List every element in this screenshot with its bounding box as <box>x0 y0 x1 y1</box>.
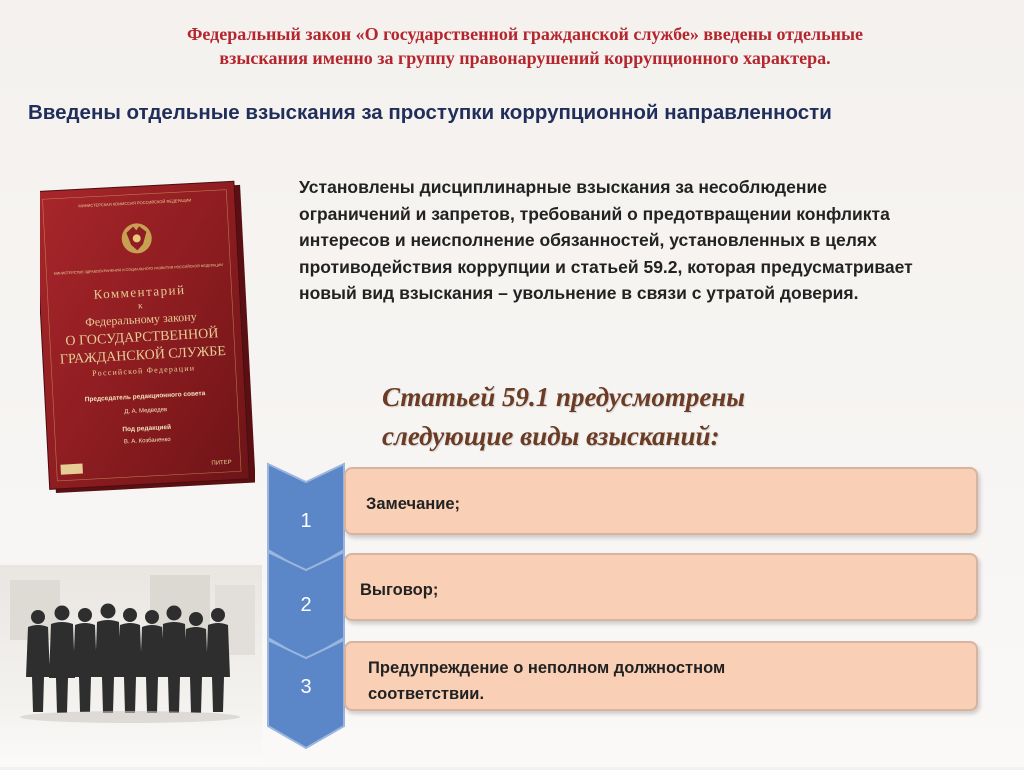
penalty-box-1 <box>344 467 978 535</box>
book-line1: Комментарий <box>93 281 186 302</box>
book-line4: О ГОСУДАРСТВЕННОЙ <box>65 326 219 350</box>
book-editor-name: Д. А. Медведев <box>124 407 168 416</box>
chevron-number-2: 2 <box>300 594 312 616</box>
article-heading-line2: следующие виды взысканий: <box>382 421 720 451</box>
book-line3: Федеральному закону <box>84 309 197 330</box>
slide-title-line1: Федеральный закон «О государственной гражданской службе» введены отдельные <box>186 24 864 44</box>
slide-title <box>60 22 990 70</box>
publisher-logo-icon <box>60 464 82 475</box>
book-editor-role: Председатель редакционного совета <box>84 390 206 404</box>
article-heading-line1: Статьей 59.1 предусмотрены <box>382 382 746 412</box>
book-publisher-top: МИНИСТЕРСКАЯ КОМИССИЯ РОССИЙСКОЙ ФЕДЕРАЦИИ <box>78 197 192 209</box>
chevron-number-1: 1 <box>300 510 312 532</box>
book-line2: к <box>137 300 143 311</box>
people-silhouettes-image <box>0 565 262 765</box>
book-publisher: ПИТЕР <box>211 459 232 467</box>
book-line6: Российской Федерации <box>91 363 196 378</box>
book-cover-image <box>40 180 255 498</box>
penalty-label-2: Выговор; <box>360 581 439 599</box>
intro-paragraph: Установлены дисциплинарные взыскания за несоблюдение ограничений и запретов, требований о предотвращении конфликта интересов и неисполнение обязанностей, установленных в целях противодействия коррупции и статьей 59.2, которая предусматривает новый вид взыскания – увольнение в связи с утратой доверия. <box>299 177 913 303</box>
book-editor2-name: В. А. Козбаненко <box>123 436 171 446</box>
chevron-3 <box>266 638 346 750</box>
penalty-label-1: Замечание; <box>366 495 461 513</box>
slide-title-line2: взыскания именно за группу правонарушений коррупционного характера. <box>219 48 831 68</box>
book-ministry: МИНИСТЕРСТВО ЗДРАВООХРАНЕНИЯ И СОЦИАЛЬНОГО РАЗВИТИЯ РОССИЙСКОЙ ФЕДЕРАЦИИ <box>53 262 224 276</box>
slide-subtitle: Введены отдельные взыскания за проступки коррупционной направленности <box>28 101 832 124</box>
chevron-number-3: 3 <box>300 676 312 698</box>
book-line5: ГРАЖДАНСКОЙ СЛУЖБЕ <box>59 343 227 368</box>
penalty-label-3: Предупреждение о неполном должностном соответствии. <box>368 659 726 703</box>
book-editor2-role: Под редакцией <box>122 423 172 434</box>
article-heading <box>382 378 902 456</box>
penalty-box-2 <box>344 553 978 621</box>
penalty-box-3 <box>344 641 978 711</box>
